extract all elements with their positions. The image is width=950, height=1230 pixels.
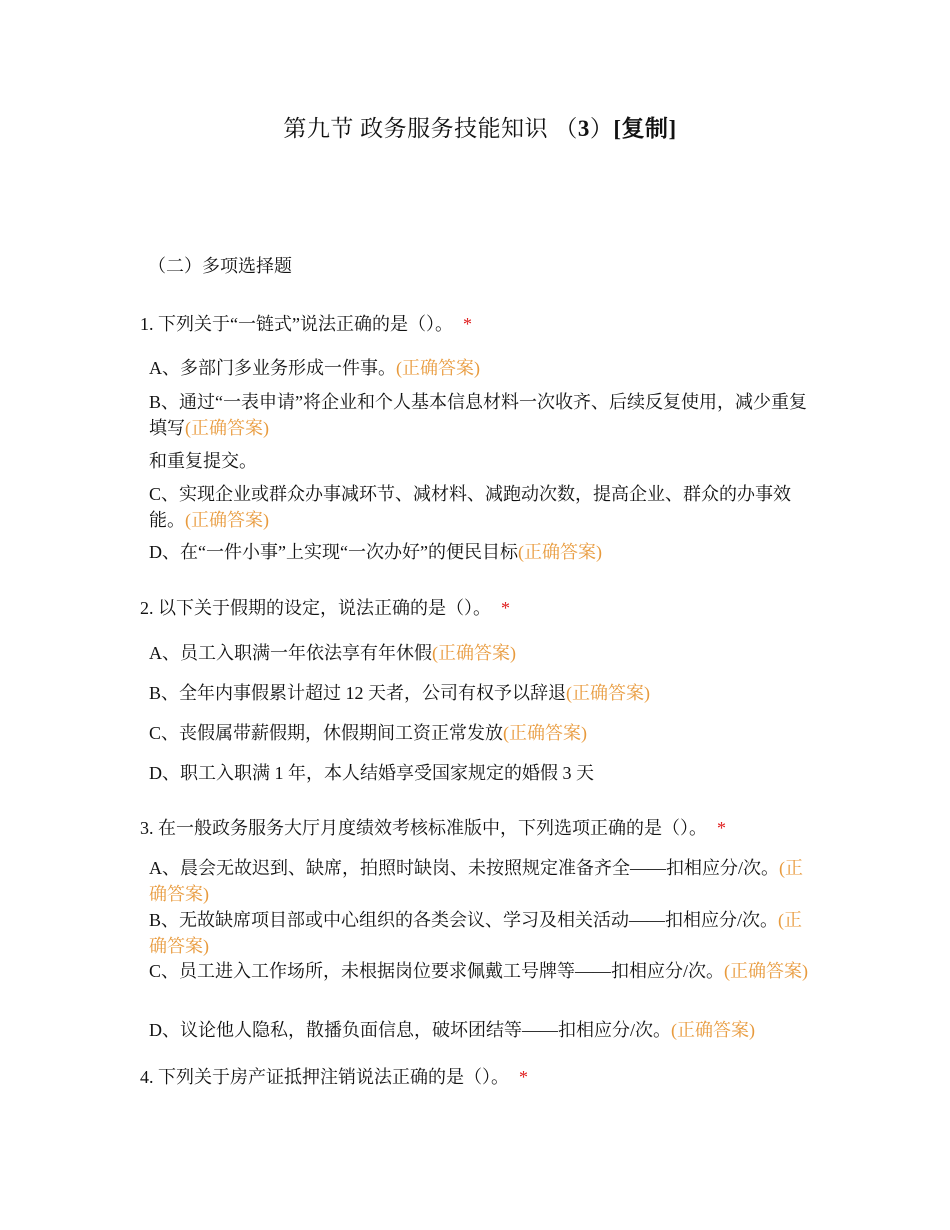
option: B、通过“一表申请”将企业和个人基本信息材料一次收齐、后续反复使用，减少重复填写(正确答案) bbox=[149, 392, 807, 438]
correct-answer-label: (正确答案) bbox=[185, 509, 269, 530]
correct-answer-label: (正确答案) bbox=[149, 858, 803, 904]
question-title: 1. 下列关于“一链式”说法正确的是（）。 * bbox=[140, 314, 472, 334]
required-mark: * bbox=[462, 314, 472, 334]
correct-answer-label: (正确答案) bbox=[724, 961, 809, 981]
correct-answer-label: (正确答案) bbox=[432, 643, 516, 663]
required-mark: * bbox=[717, 818, 726, 838]
question-title: 3. 在一般政务服务大厅月度绩效考核标准版中，下列选项正确的是（）。 * bbox=[140, 818, 726, 838]
option: B、全年内事假累计超过 12 天者，公司有权予以辞退(正确答案) bbox=[149, 683, 651, 703]
title-close: ） bbox=[589, 116, 614, 141]
correct-answer-label: (正确答案) bbox=[185, 417, 269, 438]
correct-answer-label: (正确答案) bbox=[671, 1020, 755, 1040]
question-4 bbox=[140, 1065, 820, 1089]
option: C、实现企业或群众办事减环节、减材料、减跑动次数，提高企业、群众的办事效能。(正确答案) bbox=[149, 484, 792, 530]
option: B、无故缺席项目部或中心组织的各类会议、学习及相关活动——扣相应分/次。(正确答案) bbox=[149, 910, 803, 956]
correct-answer-label: (正确答案) bbox=[396, 358, 480, 378]
option: D、在“一件小事”上实现“一次办好”的便民目标(正确答案) bbox=[149, 542, 602, 562]
title-copy-tag: [复制] bbox=[613, 116, 677, 141]
question-3 bbox=[140, 816, 820, 1040]
title-prefix: 第九节 政务服务技能知识 （ bbox=[283, 116, 578, 141]
option: 和重复提交。 bbox=[149, 451, 257, 471]
option: A、员工入职满一年依法享有年休假(正确答案) bbox=[149, 643, 516, 663]
question-1 bbox=[140, 312, 820, 562]
section-heading: （二）多项选择题 bbox=[148, 256, 292, 276]
title-number: 3 bbox=[577, 116, 590, 141]
option: C、员工进入工作场所，未根据岗位要求佩戴工号牌等——扣相应分/次。(正确答案) bbox=[149, 961, 809, 981]
required-mark: * bbox=[519, 1067, 528, 1087]
option: D、职工入职满 1 年，本人结婚享受国家规定的婚假 3 天 bbox=[149, 763, 594, 783]
question-2 bbox=[140, 596, 820, 783]
option: A、晨会无故迟到、缺席，拍照时缺岗、未按照规定准备齐全——扣相应分/次。(正确答案) bbox=[149, 858, 803, 904]
correct-answer-label: (正确答案) bbox=[503, 723, 588, 743]
question-title: 2. 以下关于假期的设定，说法正确的是（）。 * bbox=[140, 598, 510, 618]
option: C、丧假属带薪假期，休假期间工资正常发放(正确答案) bbox=[149, 723, 588, 743]
page-title bbox=[0, 110, 950, 143]
correct-answer-label: (正确答案) bbox=[566, 683, 651, 703]
required-mark: * bbox=[501, 598, 510, 618]
option: D、议论他人隐私，散播负面信息，破坏团结等——扣相应分/次。(正确答案) bbox=[149, 1020, 755, 1040]
correct-answer-label: (正确答案) bbox=[517, 542, 602, 562]
option: A、多部门多业务形成一件事。(正确答案) bbox=[149, 358, 480, 378]
question-title: 4. 下列关于房产证抵押注销说法正确的是（）。 * bbox=[140, 1067, 528, 1087]
correct-answer-label: (正确答案) bbox=[149, 910, 803, 956]
